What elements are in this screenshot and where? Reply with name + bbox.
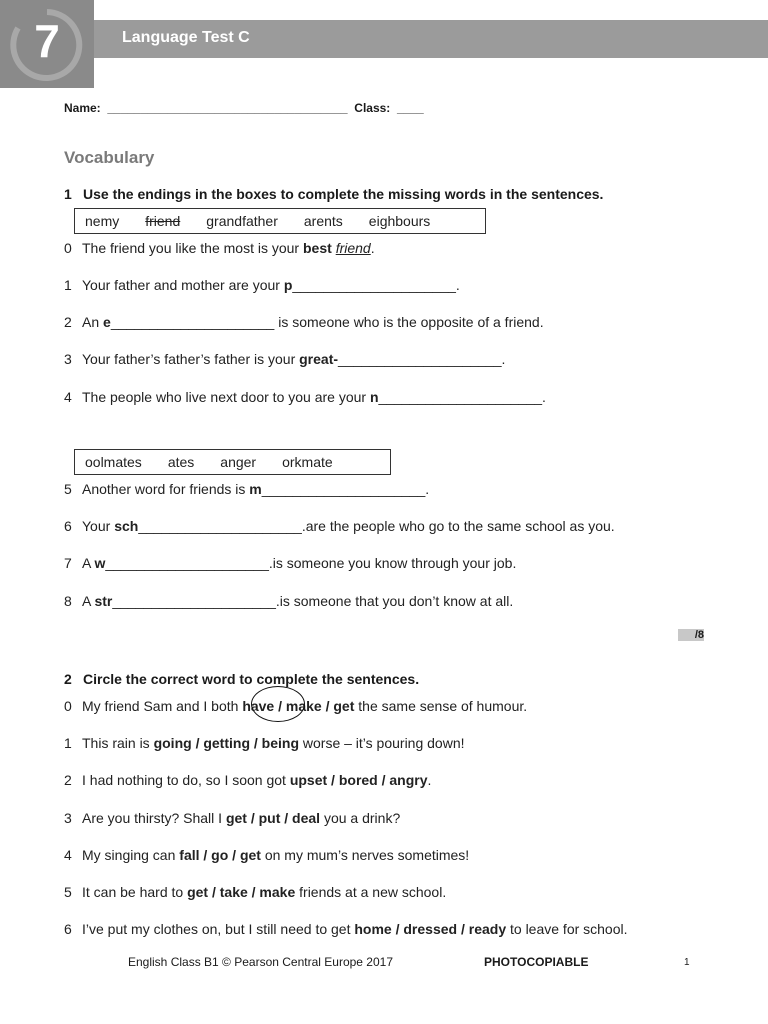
answer-blank[interactable]: _____________________.is someone you know through your job. (105, 555, 517, 571)
word-box-item: nemy (85, 213, 120, 229)
header-bar (94, 20, 768, 58)
question-text: . (427, 772, 432, 788)
page-number: 1 (684, 957, 690, 968)
example-circle (251, 686, 305, 722)
question-text: This rain is (82, 735, 154, 751)
question-number: 6 (64, 921, 72, 937)
ex1-question (64, 518, 615, 534)
word-box-item: grandfather (206, 213, 278, 229)
word-box-1 (74, 208, 486, 234)
question-number: 2 (64, 772, 72, 788)
question-bold: w (94, 555, 106, 571)
question-number: 4 (64, 847, 72, 863)
question-text: It can be hard to (82, 884, 188, 900)
question-bold: e (103, 314, 111, 330)
question-text: Your (82, 518, 115, 534)
question-bold: m (249, 481, 262, 497)
question-text: A (82, 555, 95, 571)
ex2-question (64, 921, 628, 937)
question-text: the same sense of humour. (354, 698, 528, 714)
word-box-item: anger (220, 454, 257, 470)
question-text: to leave for school. (506, 921, 628, 937)
question-bold: best (303, 240, 336, 256)
footer-copyright: English Class B1 © Pearson Central Europe 2017 (128, 955, 393, 969)
ex1-question (64, 555, 516, 571)
question-number: 3 (64, 810, 72, 826)
question-text: Are you thirsty? Shall I (82, 810, 226, 826)
question-number: 8 (64, 593, 72, 609)
question-text: friends at a new school. (295, 884, 447, 900)
question-number: 4 (64, 389, 72, 405)
question-text: on my mum’s nerves sometimes! (260, 847, 470, 863)
ex2-question (64, 772, 431, 788)
ex2-question (64, 810, 400, 826)
exercise2-instruction (64, 671, 419, 687)
question-text: . (370, 240, 375, 256)
question-text: My friend Sam and I both (82, 698, 243, 714)
ex1-question (64, 593, 513, 609)
question-text: My singing can (82, 847, 180, 863)
ex1-question (64, 314, 544, 330)
word-box-item: eighbours (368, 213, 431, 229)
word-box-item: oolmates (85, 454, 142, 470)
question-bold: sch (114, 518, 139, 534)
question-text: An (82, 314, 104, 330)
ex2-question (64, 735, 465, 751)
question-text: you a drink? (320, 810, 401, 826)
ex2-question (64, 847, 469, 863)
question-text: A (82, 593, 95, 609)
answer-blank[interactable]: _____________________. (261, 481, 430, 497)
unit-badge (0, 0, 94, 88)
exercise1-instruction-text: Use the endings in the boxes to complete the missing words in the sentences. (83, 186, 604, 202)
word-choices[interactable]: get / put / deal (225, 810, 321, 826)
exercise2-instruction-text: Circle the correct word to complete the sentences. (83, 671, 420, 687)
ex1-question (64, 389, 546, 405)
word-choices[interactable]: home / dressed / ready (354, 921, 507, 937)
page-title: Language Test C (122, 29, 250, 46)
question-number: 6 (64, 518, 72, 534)
question-bold: p (283, 277, 293, 293)
score-box: /8 (678, 629, 704, 641)
section-title: Vocabulary (64, 148, 155, 167)
question-number: 3 (64, 351, 72, 367)
word-choices[interactable]: get / take / make (187, 884, 296, 900)
question-number: 0 (64, 698, 72, 714)
question-text: I’ve put my clothes on, but I still need to get (82, 921, 355, 937)
word-choices[interactable]: have / make / get (242, 698, 355, 714)
ex1-question (64, 277, 460, 293)
example-answer: friend (335, 240, 371, 256)
question-number: 2 (64, 314, 72, 330)
question-number: 1 (64, 277, 72, 293)
word-choices[interactable]: upset / bored / angry (289, 772, 428, 788)
answer-blank[interactable]: _____________________.are the people who go to the same school as you. (138, 518, 615, 534)
answer-blank[interactable]: _____________________. (378, 389, 546, 405)
question-text: worse – it’s pouring down! (299, 735, 465, 751)
exercise1-number: 1 (64, 186, 72, 202)
ex2-question (64, 884, 446, 900)
word-box-item: ates (167, 454, 195, 470)
question-number: 5 (64, 481, 72, 497)
answer-blank[interactable]: _____________________.is someone that you don’t know at all. (112, 593, 514, 609)
word-choices[interactable]: fall / go / get (179, 847, 261, 863)
answer-blank[interactable]: _____________________. (338, 351, 506, 367)
question-bold: n (369, 389, 379, 405)
question-number: 0 (64, 240, 72, 256)
unit-number: 7 (34, 15, 60, 67)
word-choices[interactable]: going / getting / being (153, 735, 299, 751)
exercise1-instruction (64, 186, 603, 202)
question-text: Your father’s father’s father is your (82, 351, 300, 367)
question-number: 5 (64, 884, 72, 900)
question-text: Another word for friends is (82, 481, 250, 497)
word-box-item-struck: friend (145, 213, 181, 229)
ex1-question (64, 351, 505, 367)
word-box-item: orkmate (282, 454, 333, 470)
answer-blank[interactable]: _____________________ is someone who is the opposite of a friend. (110, 314, 544, 330)
question-bold: str (94, 593, 113, 609)
question-bold: great- (299, 351, 339, 367)
word-box-item: arents (303, 213, 343, 229)
question-number: 1 (64, 735, 72, 751)
question-text: Your father and mother are your (82, 277, 284, 293)
ex1-question (64, 481, 429, 497)
footer-photocopiable: PHOTOCOPIABLE (484, 955, 589, 969)
ex1-question (64, 240, 375, 256)
question-text: The friend you like the most is your (82, 240, 303, 256)
answer-blank[interactable]: _____________________. (292, 277, 460, 293)
question-text: I had nothing to do, so I soon got (82, 772, 290, 788)
question-text: The people who live next door to you are your (82, 389, 370, 405)
word-box-2 (74, 449, 391, 475)
name-class-line: Name: ____________________________________ Class: ____ (64, 101, 424, 115)
exercise2-number: 2 (64, 671, 72, 687)
question-number: 7 (64, 555, 72, 571)
